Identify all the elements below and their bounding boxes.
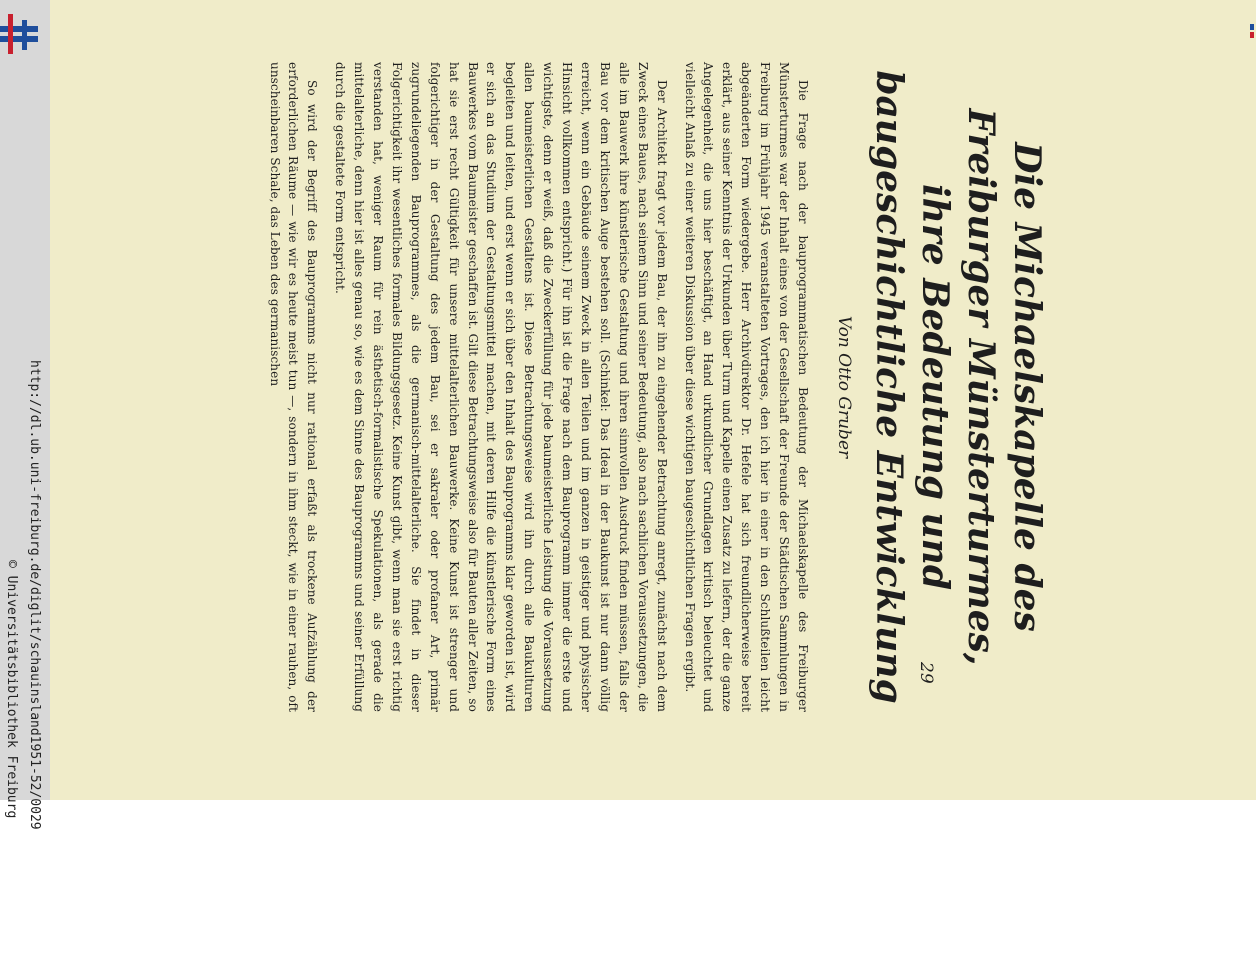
copyright-text: © Universitätsbibliothek Freiburg	[4, 560, 19, 819]
rotated-page-content	[250, 62, 1050, 712]
page-edge-marker-icon	[1250, 24, 1254, 38]
article-paragraph: Der Architekt fragt vor jedem Bau, der ihn zu eingehender Betrachtung anregt, zunächst nach dem Zweck eines Baues, nach seinem Sinn und seiner Bedeutung, also nach sachlichen Voraussetzungen, die alle im Bauwerk ihre künstlerische Gestaltung und ihren sinnvollen Ausdruck finden müssen, falls der Bau vor dem kritischen Auge bestehen soll. (Schinkel: Das Ideal in der Baukunst ist nur dann völlig erreicht, wenn ein Gebäude seinem Zweck in allen Teilen und im ganzen in geistiger und physischer Hinsicht vollkommen entspricht.) Für ihn ist die Frage nach dem Bauprogramm immer die erste und wichtigste, denn er weiß, daß die Zweckerfüllung für jede baumeisterliche Leistung die Voraussetzung allen baumeisterlichen Gestaltens ist. Diese Betrachtungsweise wird ihn durch alle Baukulturen begleiten und leiten, und erst wenn er sich über den Inhalt des Bauprogramms klar geworden ist, wird er sich an das Studium der Gestaltungsmittel machen, mit deren Hilfe die künstlerische Form eines Bauwerkes vom Baumeister geschaffen ist. Gilt diese Betrachtungsweise also für Bauten aller Zeiten, so hat sie erst recht Gültigkeit für unsere mittelalterlichen Bauwerke. Keine Kunst ist strenger und folgerichtiger in der Gestaltung des jedem Bau, sei er sakraler oder profaner Art, primär zugrundeliegenden Bauprogrammes, als die germanisch-mittelalterliche. Sie findet in dieser Folgerichtigkeit ihr wesentliches formales Bildungsgesetz. Keine Kunst gibt, wenn man sie erst richtig verstanden hat, weniger Raum für rein ästhetisch-formalistische Spekulationen, als gerade die mittelalterliche, denn hier ist alles genau so, wie es dem Sinne des Bauprogramms und seiner Erfüllung durch die gestaltete Form entspricht.	[333, 62, 669, 712]
article-paragraph: Die Frage nach der bauprogrammatischen Bedeutung der Michaelskapelle des Freiburger Münsterturmes war der Inhalt eines von der Gesellschaft der Freunde der Städtischen Sammlungen in Freiburg im Frühjahr 1945 veranstalteten Vortrages, den ich hier in einer in den Schlußteilen leicht abgeänderten Form wiedergebe. Herr Archivdirektor Dr. Hefele hat sich freundlicherweise bereit erklärt, aus seiner Kenntnis der Urkunden über Turm und Kapelle einen Zusatz zu liefern, der die ganze Angelegenheit, die uns hier beschäftigt, an Hand urkundlicher Grundlagen kritisch beleuchtet und vielleicht Anlaß zu einer weiteren Diskussion über diese wichtigen baugeschichtlichen Fragen ergibt.	[682, 62, 810, 712]
article-author: Von Otto Gruber	[834, 315, 854, 459]
ub-freiburg-logo-icon[interactable]	[0, 10, 40, 58]
viewer-sidebar	[0, 0, 50, 830]
scanned-page	[50, 0, 1256, 800]
page-number: 29	[916, 662, 936, 684]
source-url-text[interactable]: http://dl.ub.uni-freiburg.de/diglit/schauinsland1951-52/0029	[27, 360, 42, 830]
article-paragraph: So wird der Begriff des Bauprogramms nicht nur rational erfaßt als trockene Aufzählung der erforderlichen Räume — wie wir es heute meist tun —, sondern in ihm steckt, wie in einer rauhen, oft unscheinbaren Schale, das Leben des germanischen	[267, 62, 320, 712]
article-title: Die Michaelskapelle des Freiburger Münsterturmes, ihre Bedeutung und baugeschichtliche Entwicklung	[868, 70, 1048, 704]
